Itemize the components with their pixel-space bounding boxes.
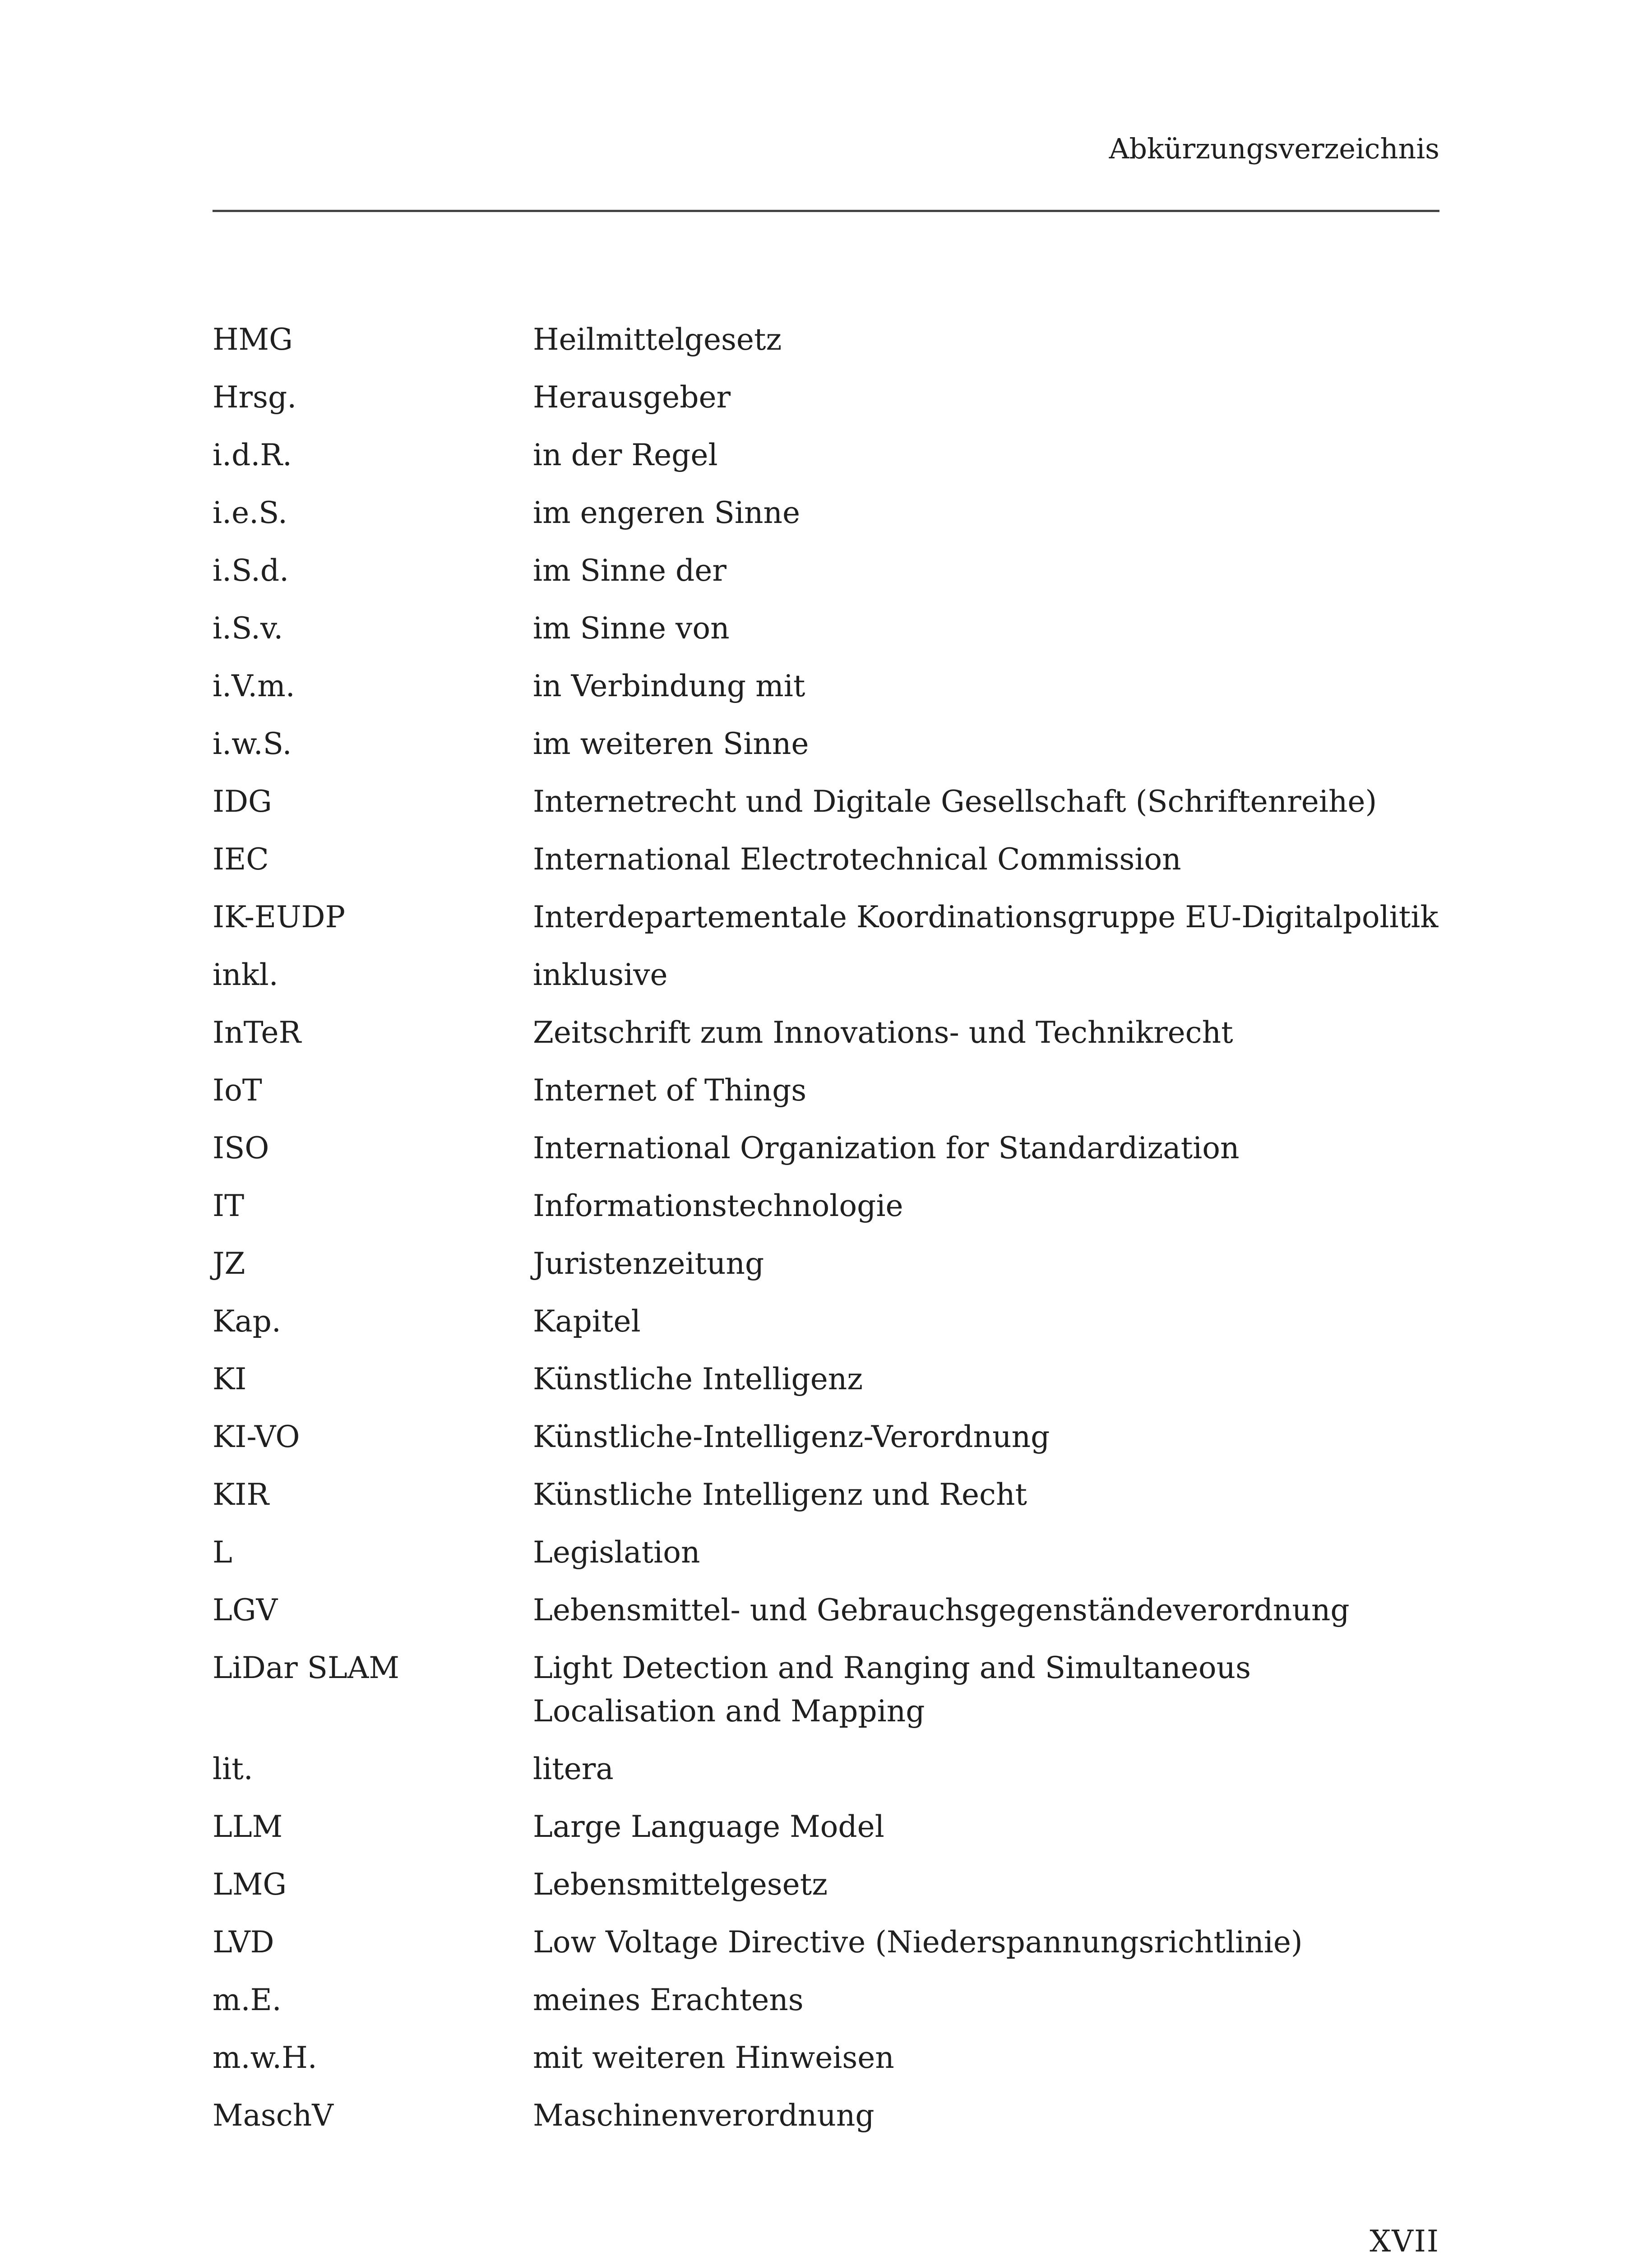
abbreviation-meaning: Künstliche Intelligenz und Recht	[533, 1477, 1027, 1512]
abbreviation-meaning: Internetrecht und Digitale Gesellschaft (Schriftenreihe)	[533, 784, 1377, 819]
abbreviation: i.w.S.	[213, 726, 292, 761]
abbreviation-meaning: Heilmittelgesetz	[533, 322, 782, 357]
abbreviation-meaning: Künstliche Intelligenz	[533, 1362, 863, 1396]
abbreviation-entry	[213, 1300, 1439, 1358]
abbreviation-meaning: inklusive	[533, 957, 668, 992]
running-header: Abkürzungsverzeichnis	[1109, 132, 1439, 165]
abbreviation: LGV	[213, 1593, 278, 1627]
abbreviation-entry	[213, 607, 1439, 665]
abbreviation-meaning: International Electrotechnical Commission	[533, 842, 1181, 877]
abbreviation-meaning: in der Regel	[533, 438, 718, 472]
abbreviation-entry	[213, 1358, 1439, 1415]
abbreviation-meaning: im Sinne von	[533, 611, 730, 646]
abbreviation-entry	[213, 1011, 1439, 1069]
abbreviation-entry	[213, 491, 1439, 549]
abbreviation-entry	[213, 549, 1439, 607]
abbreviation: m.w.H.	[213, 2040, 317, 2075]
abbreviation: HMG	[213, 322, 293, 357]
abbreviation-entry	[213, 896, 1439, 953]
abbreviation-meaning: Herausgeber	[533, 380, 731, 415]
abbreviation-entry	[213, 1184, 1439, 1242]
abbreviation: InTeR	[213, 1015, 301, 1050]
abbreviation-entry	[213, 665, 1439, 722]
abbreviation: m.E.	[213, 1983, 282, 2017]
abbreviation-entry	[213, 1805, 1439, 1863]
abbreviation: LVD	[213, 1925, 274, 1960]
abbreviation-meaning: litera	[533, 1752, 614, 1786]
abbreviation-entry	[213, 1979, 1439, 2036]
abbreviation-meaning: International Organization for Standardization	[533, 1131, 1240, 1165]
abbreviation-entry	[213, 1127, 1439, 1184]
abbreviation: L	[213, 1535, 232, 1570]
abbreviation-entry	[213, 1747, 1439, 1805]
abbreviation: Hrsg.	[213, 380, 297, 415]
abbreviation-meaning: Legislation	[533, 1535, 700, 1570]
abbreviation-meaning: Künstliche-Intelligenz-Verordnung	[533, 1419, 1050, 1454]
abbreviation-entry	[213, 2094, 1439, 2152]
abbreviation: LiDar SLAM	[213, 1650, 400, 1685]
abbreviation-meaning: Large Language Model	[533, 1809, 884, 1844]
page-number: XVII	[1370, 2224, 1439, 2256]
abbreviation: IEC	[213, 842, 269, 877]
abbreviation-entry	[213, 1473, 1439, 1531]
abbreviation-entry	[213, 838, 1439, 896]
abbreviation-entry	[213, 2036, 1439, 2094]
abbreviation-meaning: Maschinenverordnung	[533, 2098, 875, 2133]
abbreviation: ISO	[213, 1131, 269, 1165]
abbreviation-entry	[213, 376, 1439, 434]
abbreviation-meaning: Low Voltage Directive (Niederspannungsrichtlinie)	[533, 1925, 1303, 1960]
abbreviation-meaning: in Verbindung mit	[533, 669, 805, 703]
abbreviation: LMG	[213, 1867, 287, 1902]
abbreviation: i.S.v.	[213, 611, 283, 646]
abbreviation: i.V.m.	[213, 669, 295, 703]
abbreviation-meaning: im weiteren Sinne	[533, 726, 809, 761]
abbreviation: KIR	[213, 1477, 269, 1512]
abbreviation: i.e.S.	[213, 495, 287, 530]
abbreviation: Kap.	[213, 1304, 281, 1339]
abbreviation: IoT	[213, 1073, 262, 1108]
abbreviation: MaschV	[213, 2098, 333, 2133]
abbreviation: KI-VO	[213, 1419, 300, 1454]
abbreviation-entry	[213, 1069, 1439, 1127]
abbreviation: inkl.	[213, 957, 278, 992]
abbreviation-meaning: Zeitschrift zum Innovations- und Technikrecht	[533, 1015, 1233, 1050]
abbreviation: lit.	[213, 1752, 253, 1786]
abbreviation-entry	[213, 434, 1439, 491]
abbreviation-meaning: Informationstechnologie	[533, 1188, 903, 1223]
abbreviation-meaning: Lebensmittelgesetz	[533, 1867, 828, 1902]
abbreviation-entry	[213, 1863, 1439, 1921]
abbreviation-entry	[213, 1415, 1439, 1473]
abbreviation-meaning: Kapitel	[533, 1304, 641, 1339]
abbreviation: IT	[213, 1188, 245, 1223]
abbreviation-meaning: Juristenzeitung	[533, 1246, 764, 1281]
abbreviation: i.S.d.	[213, 553, 289, 588]
abbreviation-meaning: im engeren Sinne	[533, 495, 801, 530]
abbreviation-entry	[213, 953, 1439, 1011]
header-rule	[213, 210, 1439, 212]
abbreviation-meaning: Lebensmittel- und Gebrauchsgegenständeverordnung	[533, 1593, 1350, 1627]
abbreviation: LLM	[213, 1809, 283, 1844]
abbreviation-meaning: mit weiteren Hinweisen	[533, 2040, 894, 2075]
abbreviation-entry	[213, 1531, 1439, 1589]
abbreviation-entry	[213, 722, 1439, 780]
abbreviation-meaning: Interdepartementale Koordinationsgruppe EU-Digitalpolitik	[533, 900, 1439, 934]
abbreviation-list	[213, 318, 1439, 2152]
abbreviation-entry	[213, 318, 1439, 376]
abbreviation-entry	[213, 780, 1439, 838]
abbreviation: JZ	[213, 1246, 245, 1281]
abbreviation-entry	[213, 1921, 1439, 1979]
abbreviation-entry	[213, 1646, 1439, 1747]
abbreviation-meaning: im Sinne der	[533, 553, 727, 588]
abbreviation: IK-EUDP	[213, 900, 346, 934]
abbreviation-meaning: meines Erachtens	[533, 1983, 804, 2017]
abbreviation-meaning: Light Detection and Ranging and Simultaneous Localisation and Mapping	[533, 1650, 1251, 1729]
abbreviation-entry	[213, 1242, 1439, 1300]
abbreviation: IDG	[213, 784, 272, 819]
abbreviation-entry	[213, 1589, 1439, 1646]
abbreviation: i.d.R.	[213, 438, 292, 472]
abbreviation: KI	[213, 1362, 247, 1396]
abbreviation-meaning: Internet of Things	[533, 1073, 807, 1108]
